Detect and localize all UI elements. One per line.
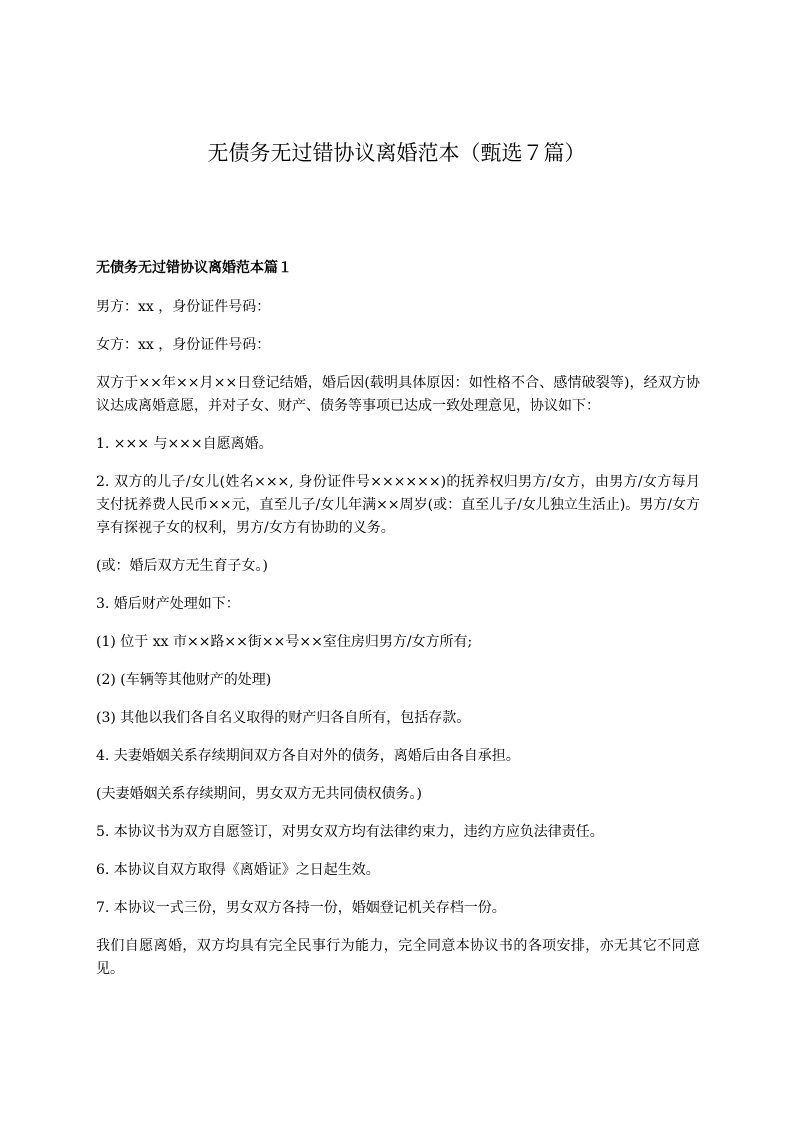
paragraph-clause-1: 1. ××× 与×××自愿离婚。: [96, 436, 273, 452]
paragraph-clause-2: 2. 双方的儿子/女儿(姓名×××, 身份证件号××××××)的抚养权归男方/女方，由男方/女方每月支付抚养费人民币××元，直至儿子/女儿年满××周岁(或：直至儿子/女儿独立生活止)。男方/女方享有探视子女的权利，男方/女方有协助的义务。: [96, 474, 700, 536]
paragraph-clause-5: 5. 本协议书为双方自愿签订，对男女双方均有法律约束力，违约方应负法律责任。: [96, 824, 604, 840]
paragraph-clause-3-2: (2) (车辆等其他财产的处理): [96, 672, 272, 688]
paragraph-clause-4-alt: (夫妻婚姻关系存续期间，男女双方无共同债权债务。): [96, 786, 422, 802]
document-title: 无债务无过错协议离婚范本（甄选７篇）: [207, 141, 586, 165]
paragraph-clause-4: 4. 夫妻婚姻关系存续期间双方各自对外的债务，离婚后由各自承担。: [96, 748, 520, 764]
paragraph-clause-3-1: (1) 位于 xx 市××路××街××号××室住房归男方/女方所有;: [96, 634, 473, 650]
paragraph-clause-7: 7. 本协议一式三份，男女双方各持一份，婚姻登记机关存档一份。: [96, 900, 506, 916]
paragraph-clause-3-3: (3) 其他以我们各自名义取得的财产归各自所有，包括存款。: [96, 710, 471, 726]
document-body: [96, 257, 700, 996]
paragraph-preamble: 双方于××年××月××日登记结婚，婚后因(载明具体原因：如性格不合、感情破裂等)，经双方协议达成离婚意愿，并对子女、财产、债务等事项已达成一致处理意见，协议如下：: [96, 375, 700, 414]
paragraph-male-party: 男方：xx ，身份证件号码：: [96, 299, 271, 315]
paragraph-clause-2-alt: (或：婚后双方无生育子女。): [96, 558, 268, 574]
paragraph-clause-3: 3. 婚后财产处理如下：: [96, 596, 240, 612]
section-heading: 无债务无过错协议离婚范本篇１: [96, 260, 292, 276]
paragraph-clause-6: 6. 本协议自双方取得《离婚证》之日起生效。: [96, 862, 380, 878]
paragraph-female-party: 女方：xx ，身份证件号码：: [96, 337, 271, 353]
paragraph-closing: 我们自愿离婚，双方均具有完全民事行为能力，完全同意本协议书的各项安排，亦无其它不同意见。: [96, 938, 700, 977]
